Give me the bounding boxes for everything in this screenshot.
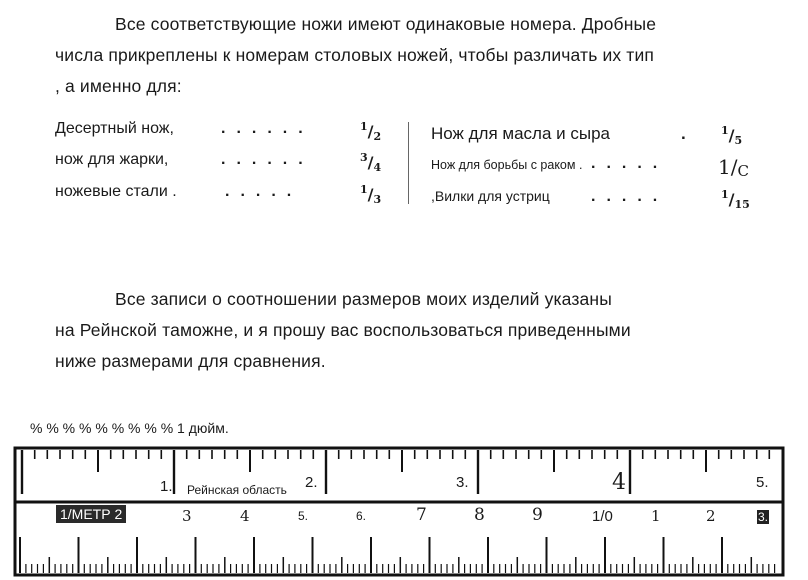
lower-ticks (20, 537, 775, 573)
item-label: Десертный нож, (55, 120, 174, 137)
intro-line-2: числа прикреплены к номерам столовых ножей, чтобы различать их тип (55, 45, 655, 65)
item-fraction: $^1/_{15}$ (721, 188, 750, 211)
cm-label: 3 (182, 507, 192, 525)
leader-dots: . (681, 124, 697, 143)
region-label: Рейнская область (187, 483, 287, 497)
cm-label: 1/0 (592, 508, 613, 525)
body-line-2: на Рейнской таможне, и я прошу вас воспользоваться приведенными (55, 320, 631, 340)
body-line-3: ниже размерами для сравнения. (55, 351, 326, 371)
ruler-caption: % % % % % % % % % 1 дюйм. (30, 420, 229, 436)
item-fraction: $^1/_5$ (721, 124, 743, 147)
item-label: Нож для борьбы с раком . (431, 158, 583, 172)
inch-label: 1. (160, 478, 173, 495)
inch-label: 2. (305, 474, 318, 491)
cm-label: 6. (356, 509, 367, 523)
cm-label: 2 (706, 507, 716, 525)
item-fraction: $^3/_4$ (360, 151, 382, 174)
cm-label: 5. (298, 509, 309, 523)
column-divider (408, 122, 409, 204)
intro-line-3: , а именно для: (55, 76, 182, 96)
ruler-frame (15, 448, 783, 575)
leader-dots: ..... (225, 183, 303, 200)
intro-line-1: Все соответствующие ножи имеют одинаковые номера. Дробные (115, 14, 657, 34)
inch-label: 4 (612, 470, 626, 495)
leader-dots: ..... (591, 155, 669, 172)
item-label: Нож для масла и сыра (431, 124, 610, 143)
cm-label: 4 (240, 507, 250, 525)
cm-label: 1 (651, 507, 661, 525)
cm-label: 9 (532, 505, 543, 525)
upper-ticks (22, 450, 769, 494)
leader-dots: ...... (221, 120, 314, 137)
item-label: ножевые стали . (55, 183, 177, 200)
metre-badge: 1/МЕТР 2 (56, 505, 126, 523)
item-fraction: $^1/_3$ (360, 183, 382, 206)
cm-label: 8 (474, 505, 485, 525)
item-label: ,Вилки для устриц (431, 188, 550, 204)
cm-label: 7 (416, 505, 427, 525)
item-fraction: $1/_C$ (718, 155, 749, 180)
leader-dots: ..... (591, 188, 669, 205)
item-label: нож для жарки, (55, 151, 169, 168)
inch-label: 5. (756, 474, 769, 491)
item-fraction: $^1/_2$ (360, 120, 382, 143)
cm-label: 3. (758, 510, 769, 524)
leader-dots: ...... (221, 151, 314, 168)
body-paragraph (55, 284, 775, 377)
body-line-1: Все записи о соотношении размеров моих изделий указаны (115, 289, 612, 309)
inch-label: 3. (456, 474, 469, 491)
intro-paragraph (55, 9, 775, 102)
